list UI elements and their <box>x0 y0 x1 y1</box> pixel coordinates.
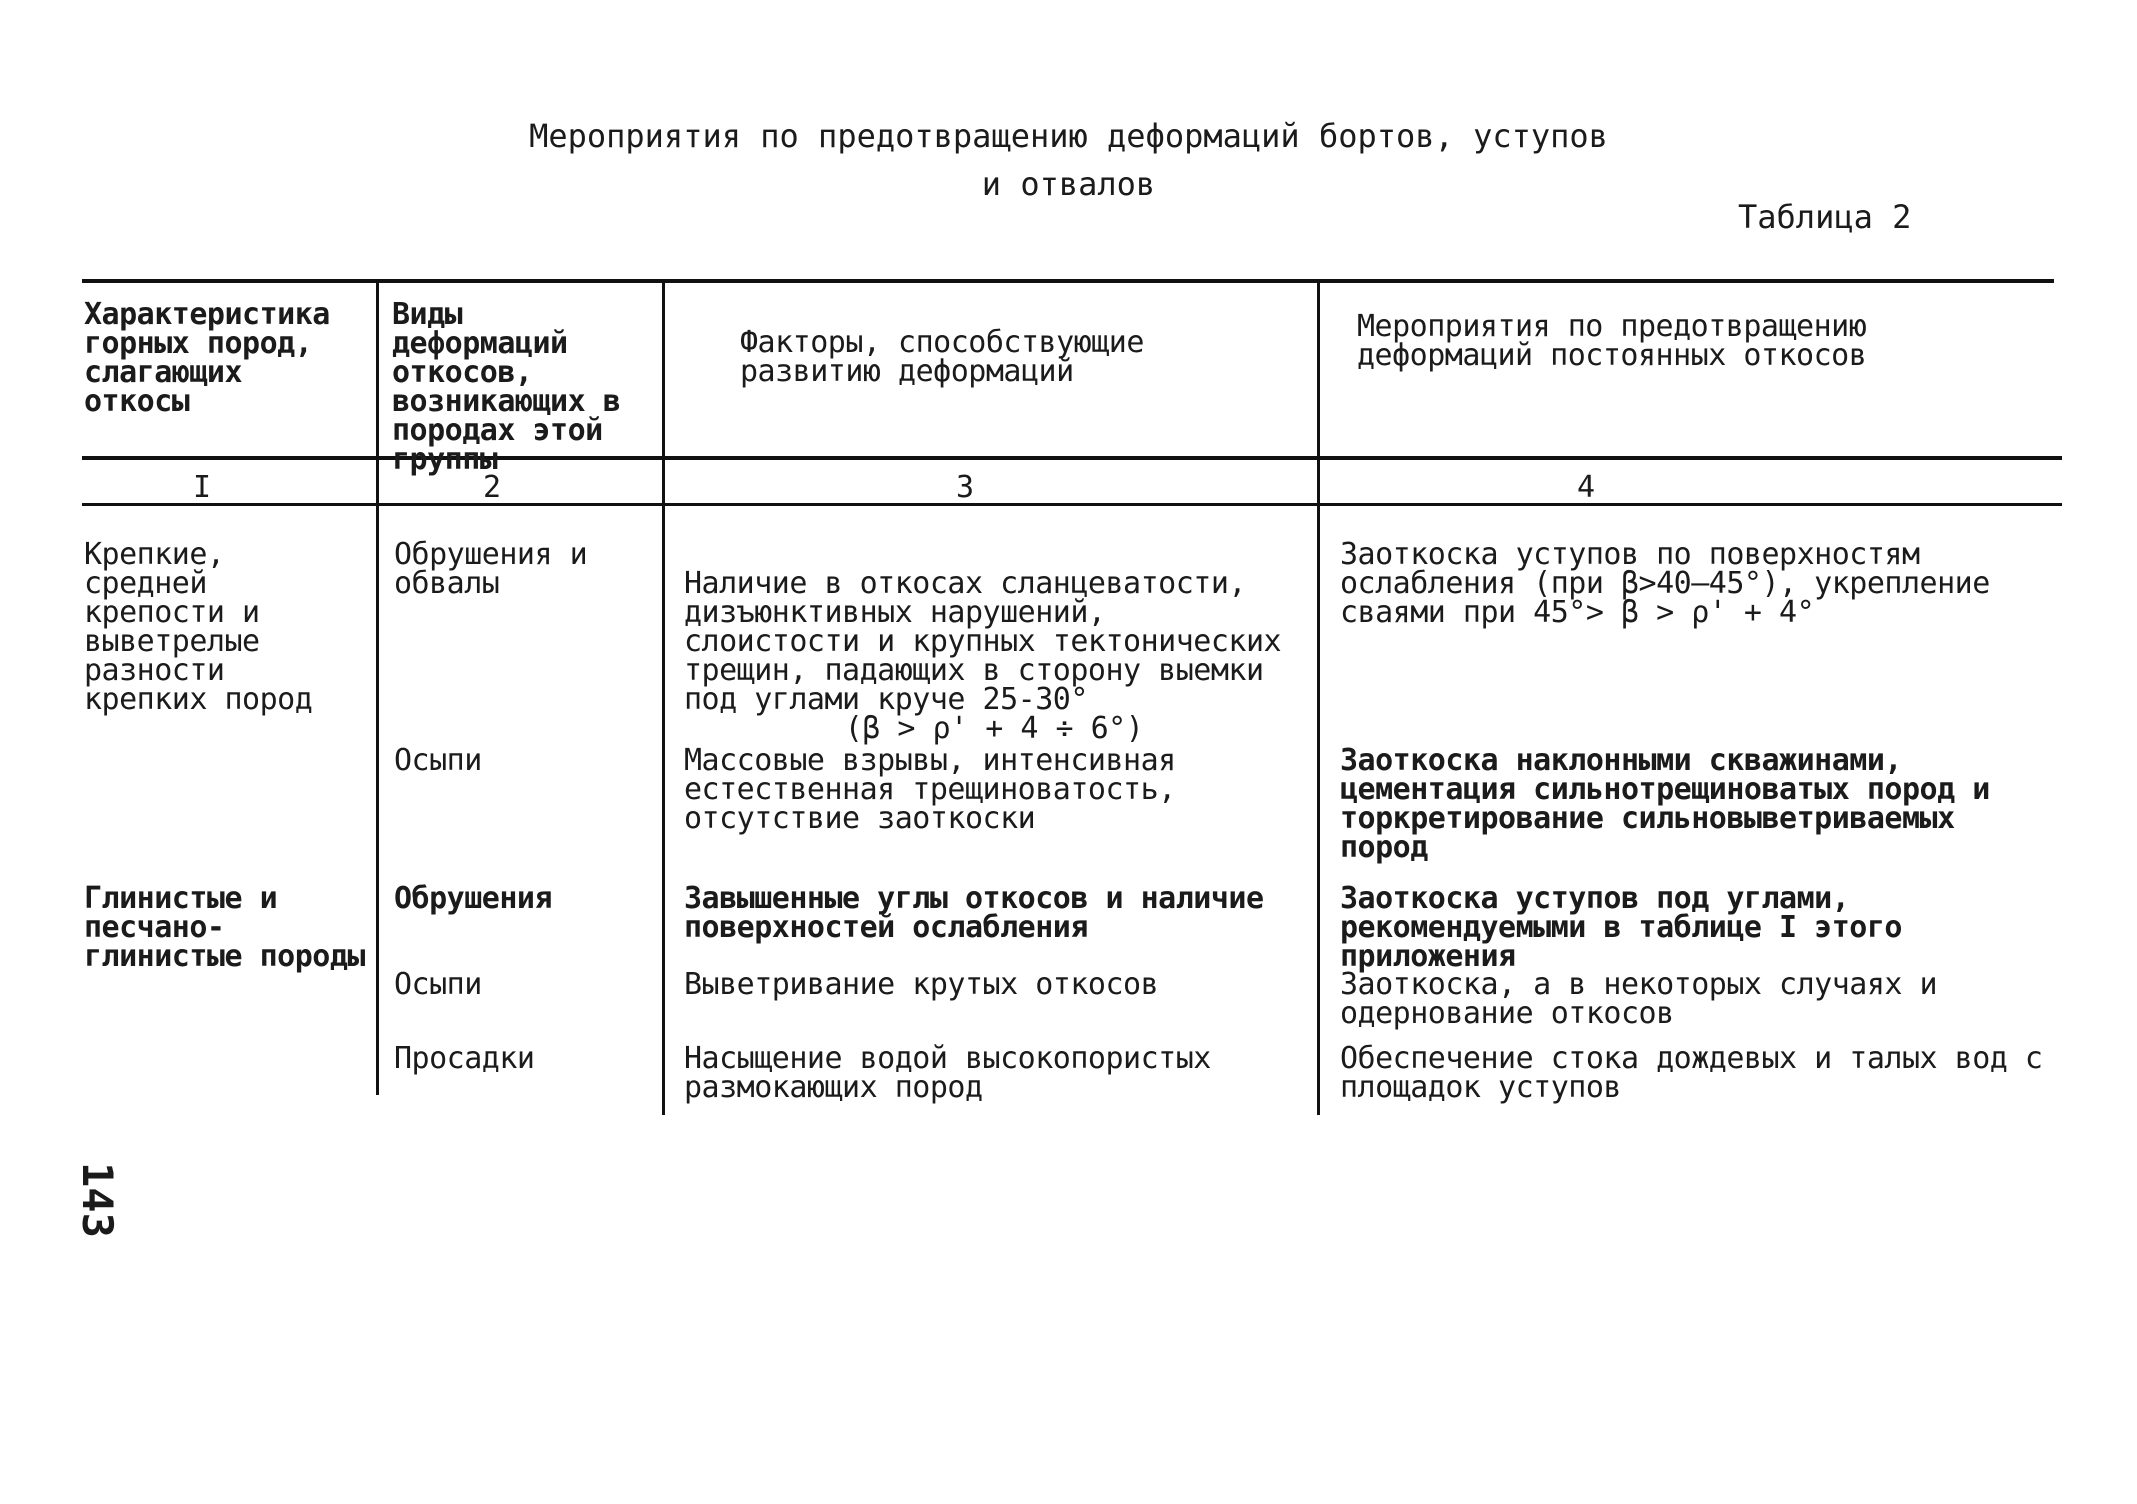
header-deformation-types: Виды деформаций откосов, возникающих в породах этой группы <box>392 297 621 477</box>
title-line-2: и отвалов <box>981 165 1156 203</box>
deformation-collapses-landslides: Обрушения и обвалы <box>394 537 588 601</box>
measures-row-2: Заоткоска наклонными скважинами, цементация сильнотрещиноватых пород и торкретирование сильновыветриваемых пород <box>1340 743 1990 865</box>
deformation-screes-1: Осыпи <box>394 743 482 778</box>
measures-row-4: Заоткоска, а в некоторых случаях и одернование откосов <box>1340 967 1938 1031</box>
header-measures: Мероприятия по предотвращению деформаций постоянных откосов <box>1357 309 1867 373</box>
factors-row-3: Завышенные углы откосов и наличие поверхностей ослабления <box>684 881 1264 945</box>
measures-row-5: Обеспечение стока дождевых и талых вод с площадок уступов <box>1340 1041 2043 1105</box>
deformation-subsidence: Просадки <box>394 1041 535 1076</box>
numbers-bottom-rule <box>82 503 2062 506</box>
table-label: Таблица 2 <box>1738 198 1912 236</box>
deformation-collapses: Обрушения <box>394 881 553 916</box>
header-bottom-rule <box>82 456 2062 460</box>
document-title <box>0 112 2137 208</box>
factors-row-2: Массовые взрывы, интенсивная естественная трещиноватость, отсутствие заоткоски <box>684 743 1176 836</box>
factors-row-5: Насыщение водой высокопористых размокающих пород <box>684 1041 1211 1105</box>
header-rock-characteristics: Характеристика горных пород, слагающих откосы <box>84 297 330 419</box>
column-divider-2 <box>662 283 665 1115</box>
factors-row-4: Выветривание крутых откосов <box>684 967 1159 1002</box>
column-number-2: 2 <box>482 470 502 505</box>
column-number-3: 3 <box>955 470 975 505</box>
factors-row-1-formula: (β > ρ' + 4 ÷ 6°) <box>844 711 1144 746</box>
column-divider-1 <box>376 283 379 1095</box>
deformation-screes-2: Осыпи <box>394 967 482 1002</box>
factors-row-1 <box>684 540 1284 772</box>
factors-row-1-text: Наличие в откосах сланцеватости, дизъюнктивных нарушений, слоистости и крупных тектонических трещин, падающих в сторону выемки под углами круче 25-30° <box>684 566 1282 717</box>
title-line-1: Мероприятия по предотвращению деформаций бортов, уступов <box>529 117 1608 155</box>
column-number-1: I <box>192 470 212 505</box>
page-number: 143 <box>73 1162 122 1238</box>
rock-group-clay: Глинистые и песчано-глинистые породы <box>84 881 365 974</box>
column-number-4: 4 <box>1576 470 1596 505</box>
measures-row-3: Заоткоска уступов под углами, рекомендуемыми в таблице I этого приложения <box>1340 881 1902 974</box>
rock-group-hard: Крепкие, средней крепости и выветрелые разности крепких пород <box>84 537 313 717</box>
measures-row-1: Заоткоска уступов по поверхностям ослабления (при β>40–45°), укрепление сваями при 45°> β > ρ' + 4° <box>1340 537 1990 630</box>
column-divider-3 <box>1317 283 1320 1115</box>
header-factors: Факторы, способствующие развитию деформаций <box>740 325 1144 389</box>
